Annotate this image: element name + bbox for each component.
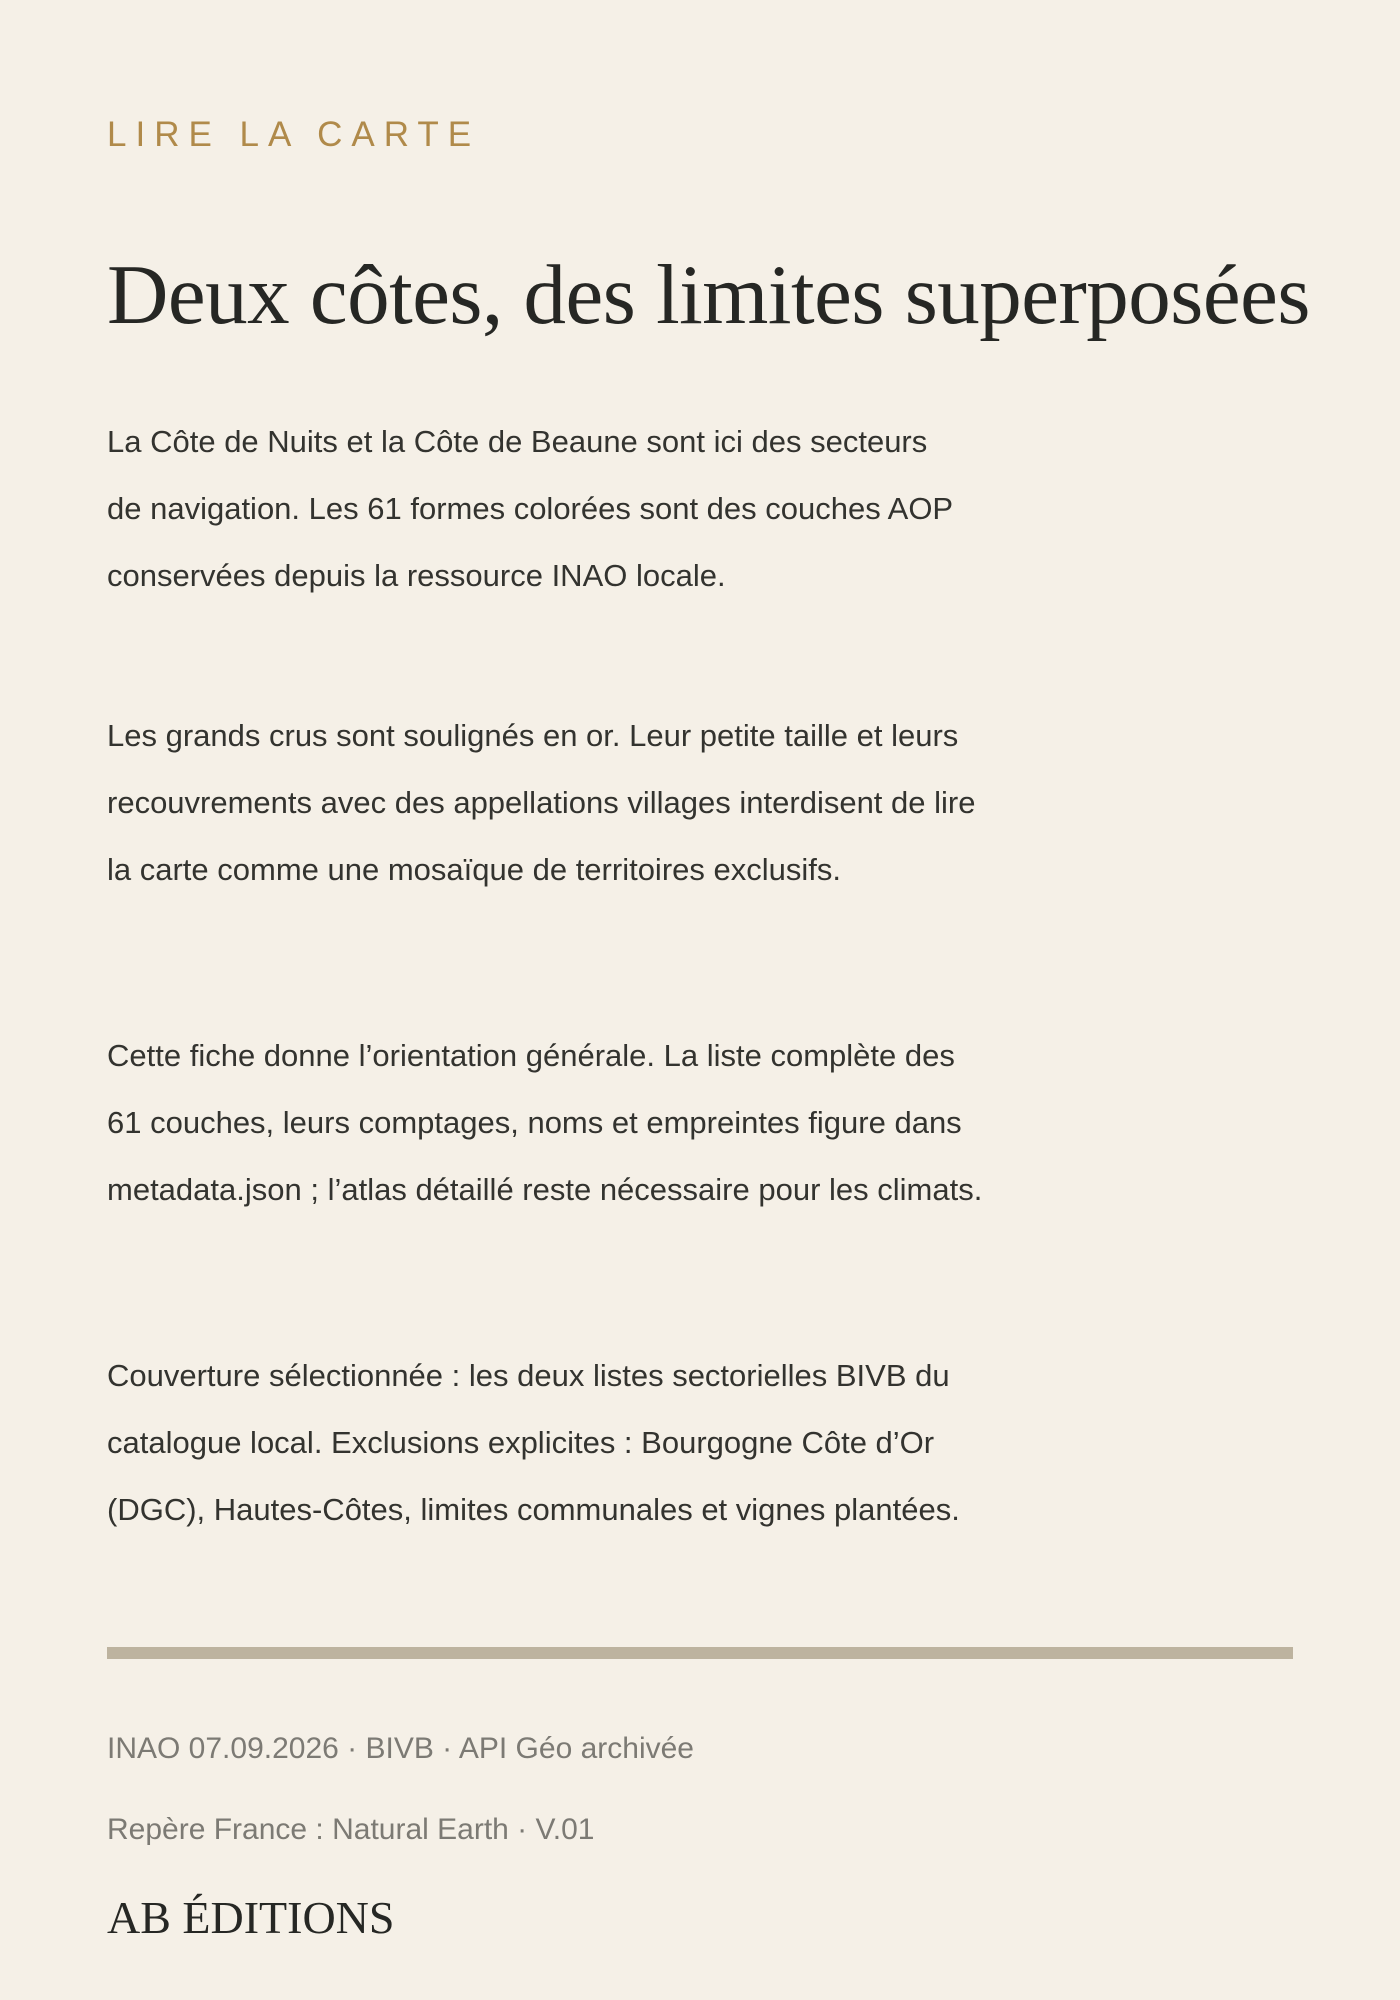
paragraph-orientation bbox=[107, 1022, 1127, 1223]
paragraph-line: (DGC), Hautes-Côtes, limites communales et vignes plantées. bbox=[107, 1492, 960, 1527]
paragraph-line: Cette fiche donne l’orientation générale. La liste complète des bbox=[107, 1038, 955, 1073]
footer-divider bbox=[107, 1647, 1293, 1659]
paragraph-line: recouvrements avec des appellations villages interdisent de lire bbox=[107, 785, 976, 820]
reading-guide-page bbox=[107, 0, 1310, 2000]
paragraph-line: metadata.json ; l’atlas détaillé reste nécessaire pour les climats. bbox=[107, 1172, 983, 1207]
paragraph-line: de navigation. Les 61 formes colorées sont des couches AOP bbox=[107, 491, 954, 526]
paragraph-line: 61 couches, leurs comptages, noms et empreintes figure dans bbox=[107, 1105, 962, 1140]
paragraph-line: catalogue local. Exclusions explicites : Bourgogne Côte d’Or bbox=[107, 1425, 935, 1460]
paragraph-line: conservées depuis la ressource INAO locale. bbox=[107, 558, 726, 593]
paragraph-line: la carte comme une mosaïque de territoires exclusifs. bbox=[107, 852, 841, 887]
section-eyebrow: LIRE LA CARTE bbox=[107, 115, 481, 154]
paragraph-line: La Côte de Nuits et la Côte de Beaune sont ici des secteurs bbox=[107, 424, 928, 459]
paragraph-coverage bbox=[107, 1342, 1127, 1543]
footer-reference: Repère France : Natural Earth · V.01 bbox=[107, 1813, 595, 1846]
page-title: Deux côtes, des limites superposées bbox=[107, 248, 1310, 342]
publisher-logo: AB ÉDITIONS bbox=[107, 1892, 395, 1943]
footer-sources: INAO 07.09.2026 · BIVB · API Géo archivée bbox=[107, 1732, 694, 1765]
paragraph-line: Couverture sélectionnée : les deux listes sectorielles BIVB du bbox=[107, 1358, 950, 1393]
paragraph-grands-crus bbox=[107, 702, 1127, 903]
paragraph-sectors bbox=[107, 408, 1127, 609]
paragraph-line: Les grands crus sont soulignés en or. Leur petite taille et leurs bbox=[107, 718, 959, 753]
